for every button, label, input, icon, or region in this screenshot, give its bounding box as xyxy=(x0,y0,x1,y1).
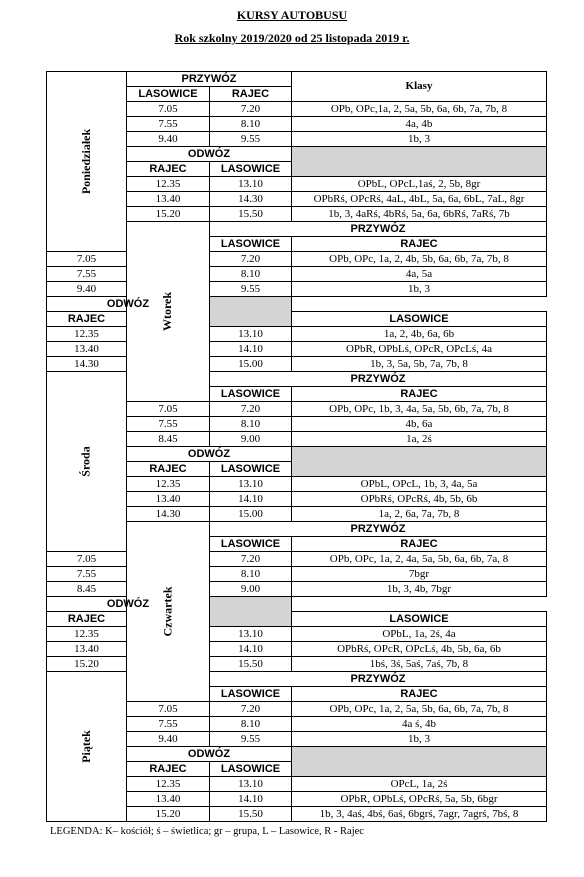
departure-time: 7.05 xyxy=(127,702,210,717)
rajec-header: RAJEC xyxy=(292,537,547,552)
table-row xyxy=(47,282,547,297)
arrival-time: 9.00 xyxy=(210,582,292,597)
arrival-time: 15.50 xyxy=(210,657,292,672)
arrival-time: 14.10 xyxy=(210,792,292,807)
rajec-header: RAJEC xyxy=(292,687,547,702)
lasowice-header: LASOWICE xyxy=(210,762,292,777)
classes-cell: 1a, 2, 6a, 7a, 7b, 8 xyxy=(292,507,547,522)
arrival-time: 14.10 xyxy=(210,342,292,357)
arrival-time: 8.10 xyxy=(210,717,292,732)
table-row xyxy=(47,642,547,657)
departure-time: 15.20 xyxy=(127,207,210,222)
odwoz-header: ODWÓZ xyxy=(47,597,210,612)
classes-cell: 1b, 3, 4aRś, 4bRś, 5a, 6a, 6bRś, 7aRś, 7b xyxy=(292,207,547,222)
day-name: Środa xyxy=(79,445,93,477)
departure-time: 7.55 xyxy=(127,717,210,732)
departure-time: 13.40 xyxy=(127,792,210,807)
arrival-time: 8.10 xyxy=(210,117,292,132)
lasowice-header: LASOWICE xyxy=(210,387,292,402)
classes-cell: 1b, 3, 4aś, 4bś, 6aś, 6bgrś, 7agr, 7agrś, 7bś, 8 xyxy=(292,807,547,822)
arrival-time: 13.10 xyxy=(210,477,292,492)
arrival-time: 15.00 xyxy=(210,507,292,522)
departure-time: 14.30 xyxy=(127,507,210,522)
classes-cell: OPb, OPc, 1a, 2, 4a, 5a, 5b, 6a, 6b, 7a, 8 xyxy=(292,552,547,567)
rajec-header: RAJEC xyxy=(127,162,210,177)
page-title: KURSY AUTOBUSU xyxy=(236,8,348,22)
classes-cell: 7bgr xyxy=(292,567,547,582)
departure-time: 8.45 xyxy=(47,582,127,597)
departure-time: 15.20 xyxy=(127,807,210,822)
day-row xyxy=(47,72,547,87)
arrival-time: 7.20 xyxy=(210,702,292,717)
classes-cell: OPb, OPc,1a, 2, 5a, 5b, 6a, 6b, 7a, 7b, 8 xyxy=(292,102,547,117)
lasowice-header: LASOWICE xyxy=(292,612,547,627)
day-name: Czwartek xyxy=(160,586,175,636)
classes-cell: OPbR, OPbLś, OPcR, OPcLś, 4a xyxy=(292,342,547,357)
day-name: Poniedziałek xyxy=(79,128,93,194)
arrival-time: 9.55 xyxy=(210,132,292,147)
klasy-header: Klasy xyxy=(292,72,547,102)
classes-cell: OPbL, 1a, 2ś, 4a xyxy=(292,627,547,642)
arrival-time: 9.00 xyxy=(210,432,292,447)
arrival-time: 7.20 xyxy=(210,552,292,567)
departure-time: 7.55 xyxy=(47,267,127,282)
arrival-time: 13.10 xyxy=(210,177,292,192)
classes-cell: OPbRś, OPcRś, 4aL, 4bL, 5a, 6a, 6bL, 7aL, 8gr xyxy=(292,192,547,207)
section-row xyxy=(47,297,547,312)
departure-time: 12.35 xyxy=(127,777,210,792)
bus-schedule-table xyxy=(46,71,547,822)
odwoz-header: ODWÓZ xyxy=(127,747,292,762)
przywoz-header: PRZYWÓZ xyxy=(210,522,547,537)
table-row xyxy=(47,267,547,282)
departure-time: 12.35 xyxy=(127,177,210,192)
column-header-row xyxy=(47,612,547,627)
przywoz-header: PRZYWÓZ xyxy=(210,672,547,687)
departure-time: 7.05 xyxy=(47,252,127,267)
arrival-time: 15.50 xyxy=(210,207,292,222)
rajec-header: RAJEC xyxy=(127,762,210,777)
legend: LEGENDA: K– kościół; ś – świetlica; gr – grupa, L – Lasowice, R - Rajec xyxy=(50,826,364,837)
rajec-header: RAJEC xyxy=(127,462,210,477)
przywoz-header: PRZYWÓZ xyxy=(127,72,292,87)
classes-cell: 4a ś, 4b xyxy=(292,717,547,732)
rajec-header: RAJEC xyxy=(292,387,547,402)
departure-time: 13.40 xyxy=(47,342,127,357)
shaded-cell xyxy=(292,447,547,477)
classes-cell: 1bś, 3ś, 5aś, 7aś, 7b, 8 xyxy=(292,657,547,672)
lasowice-header: LASOWICE xyxy=(210,237,292,252)
arrival-time: 7.20 xyxy=(210,402,292,417)
shaded-cell xyxy=(210,597,292,627)
classes-cell: 4a, 4b xyxy=(292,117,547,132)
departure-time: 12.35 xyxy=(47,327,127,342)
departure-time: 13.40 xyxy=(127,192,210,207)
classes-cell: OPb, OPc, 1b, 3, 4a, 5a, 5b, 6b, 7a, 7b, 8 xyxy=(292,402,547,417)
classes-cell: 1a, 2, 4b, 6a, 6b xyxy=(292,327,547,342)
arrival-time: 7.20 xyxy=(210,102,292,117)
departure-time: 8.45 xyxy=(127,432,210,447)
arrival-time: 13.10 xyxy=(210,627,292,642)
day-row xyxy=(47,372,547,387)
day-name: Wtorek xyxy=(160,291,175,331)
departure-time: 15.20 xyxy=(47,657,127,672)
rajec-header: RAJEC xyxy=(47,612,127,627)
shaded-cell xyxy=(292,747,547,777)
table-row xyxy=(47,627,547,642)
rajec-header: RAJEC xyxy=(47,312,127,327)
table-row xyxy=(47,552,547,567)
section-row xyxy=(47,597,547,612)
day-name: Piątek xyxy=(78,729,93,763)
departure-time: 12.35 xyxy=(127,477,210,492)
arrival-time: 8.10 xyxy=(210,267,292,282)
day-label xyxy=(127,222,210,402)
arrival-time: 15.00 xyxy=(210,357,292,372)
classes-cell: OPbR, OPbLś, OPcRś, 5a, 5b, 6bgr xyxy=(292,792,547,807)
departure-time: 7.55 xyxy=(127,417,210,432)
day-row xyxy=(47,672,547,687)
arrival-time: 8.10 xyxy=(210,567,292,582)
departure-time: 7.55 xyxy=(127,117,210,132)
arrival-time: 9.55 xyxy=(210,282,292,297)
classes-cell: OPb, OPc, 1a, 2, 5a, 5b, 6a, 6b, 7a, 7b, 8 xyxy=(292,702,547,717)
departure-time: 7.55 xyxy=(47,567,127,582)
day-label xyxy=(47,72,127,252)
lasowice-header: LASOWICE xyxy=(127,87,210,102)
departure-time: 14.30 xyxy=(47,357,127,372)
table-row xyxy=(47,342,547,357)
przywoz-header: PRZYWÓZ xyxy=(210,222,547,237)
odwoz-header: ODWÓZ xyxy=(127,447,292,462)
classes-cell: OPb, OPc, 1a, 2, 4b, 5b, 6a, 6b, 7a, 7b, 8 xyxy=(292,252,547,267)
classes-cell: 1b, 3, 5a, 5b, 7a, 7b, 8 xyxy=(292,357,547,372)
table-row xyxy=(47,357,547,372)
table-row xyxy=(47,582,547,597)
departure-time: 9.40 xyxy=(47,282,127,297)
page-subtitle: Rok szkolny 2019/2020 od 25 listopada 2019 r. xyxy=(174,31,410,45)
classes-cell: OPbRś, OPcR, OPcLś, 4b, 5b, 6a, 6b xyxy=(292,642,547,657)
table-row xyxy=(47,252,547,267)
lasowice-header: LASOWICE xyxy=(210,162,292,177)
classes-cell: OPbRś, OPcRś, 4b, 5b, 6b xyxy=(292,492,547,507)
arrival-time: 13.10 xyxy=(210,327,292,342)
departure-time: 7.05 xyxy=(127,102,210,117)
classes-cell: OPbL, OPcL,1aś, 2, 5b, 8gr xyxy=(292,177,547,192)
classes-cell: 4a, 5a xyxy=(292,267,547,282)
departure-time: 7.05 xyxy=(47,552,127,567)
classes-cell: 1b, 3, 4b, 7bgr xyxy=(292,582,547,597)
classes-cell: 4b, 6a xyxy=(292,417,547,432)
przywoz-header: PRZYWÓZ xyxy=(210,372,547,387)
arrival-time: 9.55 xyxy=(210,732,292,747)
lasowice-header: LASOWICE xyxy=(210,462,292,477)
classes-cell: 1b, 3 xyxy=(292,282,547,297)
table-row xyxy=(47,567,547,582)
departure-time: 12.35 xyxy=(47,627,127,642)
table-row xyxy=(47,327,547,342)
arrival-time: 14.10 xyxy=(210,492,292,507)
arrival-time: 7.20 xyxy=(210,252,292,267)
day-label xyxy=(127,522,210,702)
column-header-row xyxy=(47,312,547,327)
shaded-cell xyxy=(292,147,547,177)
lasowice-header: LASOWICE xyxy=(292,312,547,327)
departure-time: 9.40 xyxy=(127,732,210,747)
arrival-time: 14.30 xyxy=(210,192,292,207)
classes-cell: OPbL, OPcL, 1b, 3, 4a, 5a xyxy=(292,477,547,492)
departure-time: 7.05 xyxy=(127,402,210,417)
arrival-time: 14.10 xyxy=(210,642,292,657)
lasowice-header: LASOWICE xyxy=(210,687,292,702)
day-label xyxy=(47,372,127,552)
odwoz-header: ODWÓZ xyxy=(127,147,292,162)
day-label xyxy=(47,672,127,822)
departure-time: 9.40 xyxy=(127,132,210,147)
classes-cell: OPcL, 1a, 2ś xyxy=(292,777,547,792)
table-row xyxy=(47,657,547,672)
arrival-time: 13.10 xyxy=(210,777,292,792)
odwoz-header: ODWÓZ xyxy=(47,297,210,312)
shaded-cell xyxy=(210,297,292,327)
arrival-time: 15.50 xyxy=(210,807,292,822)
classes-cell: 1a, 2ś xyxy=(292,432,547,447)
rajec-header: RAJEC xyxy=(292,237,547,252)
departure-time: 13.40 xyxy=(127,492,210,507)
rajec-header: RAJEC xyxy=(210,87,292,102)
classes-cell: 1b, 3 xyxy=(292,732,547,747)
lasowice-header: LASOWICE xyxy=(210,537,292,552)
departure-time: 13.40 xyxy=(47,642,127,657)
arrival-time: 8.10 xyxy=(210,417,292,432)
classes-cell: 1b, 3 xyxy=(292,132,547,147)
